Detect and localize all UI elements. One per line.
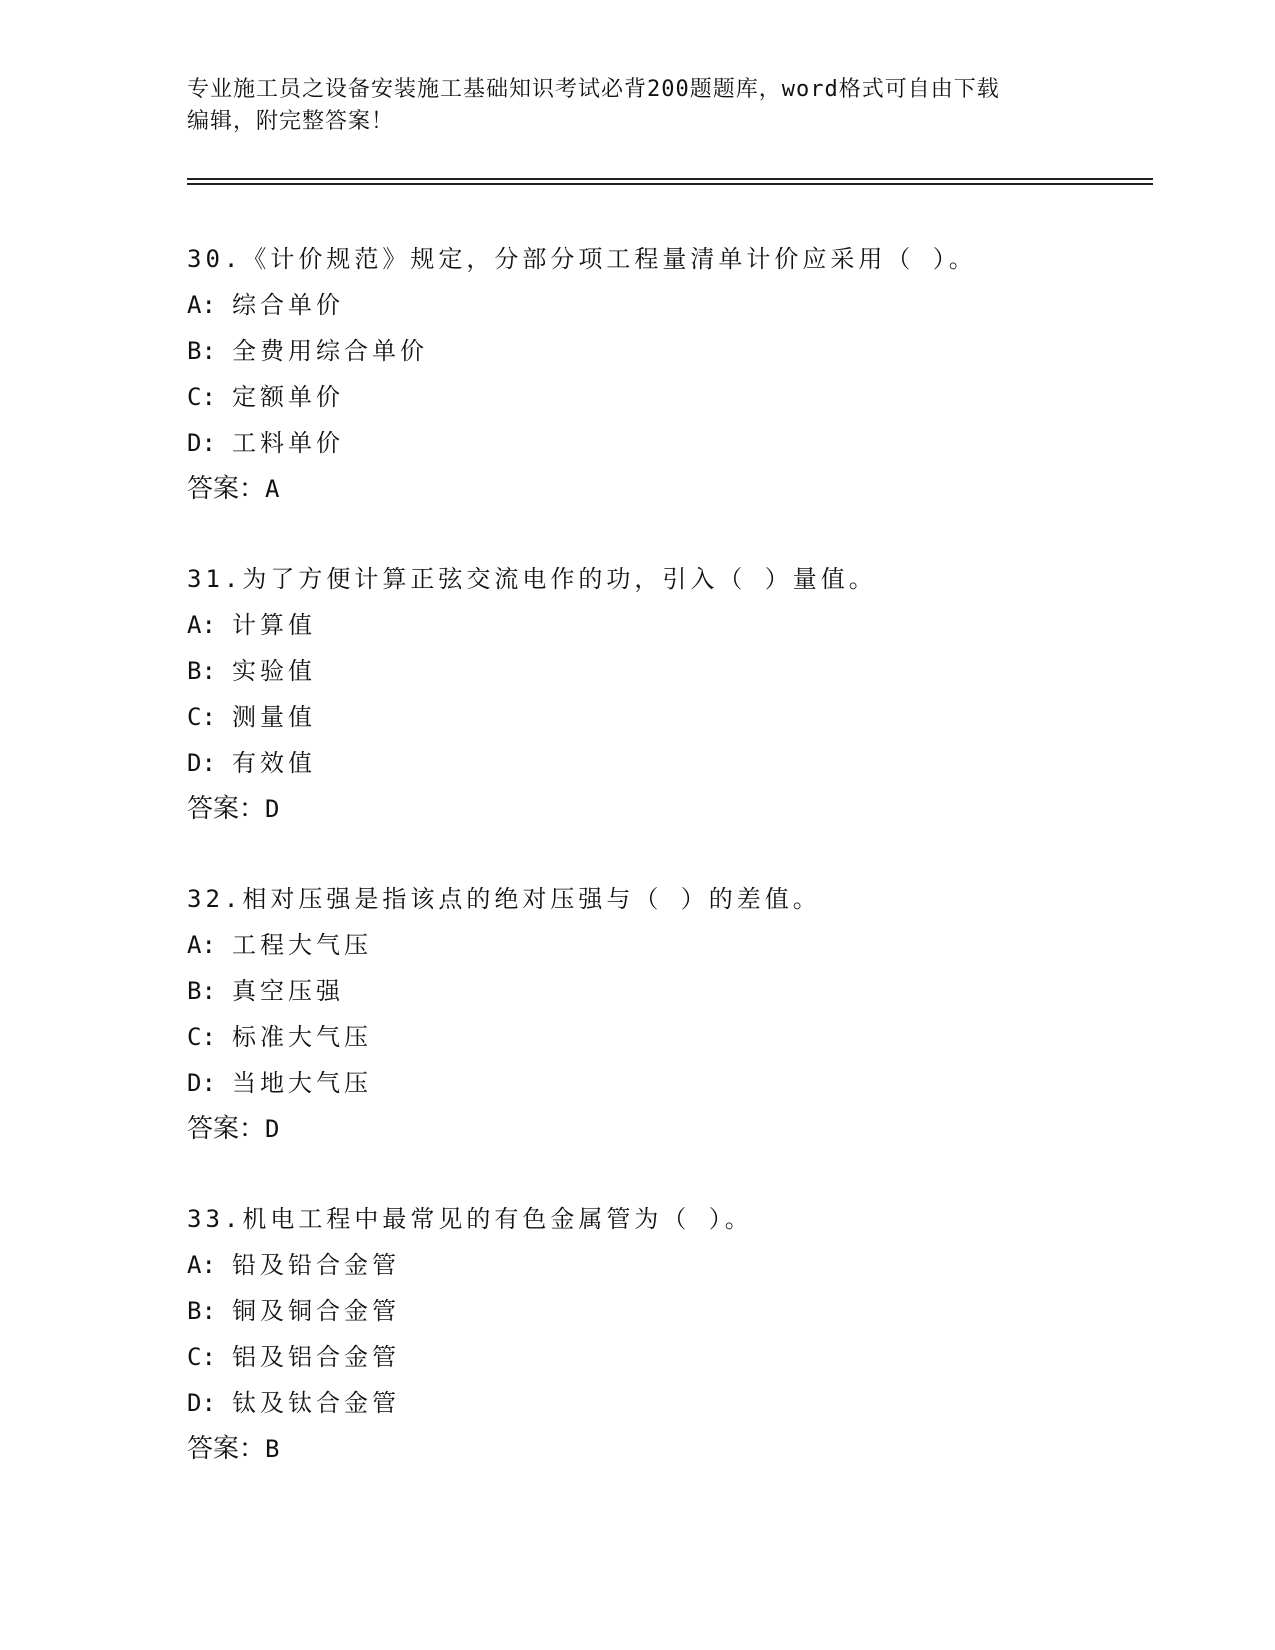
document-header xyxy=(187,74,1067,138)
option-text: 定额单价 xyxy=(232,383,344,411)
question-stem: 30.《计价规范》规定，分部分项工程量清单计价应采用（ ）。 xyxy=(187,245,977,273)
document-title-line-2: 编辑，附完整答案！ xyxy=(187,109,395,134)
answer-label: 答案： xyxy=(187,474,266,504)
option-text: 铜及铜合金管 xyxy=(232,1297,400,1325)
option-text: 工程大气压 xyxy=(232,931,372,959)
option-text: 全费用综合单价 xyxy=(232,337,428,365)
answer-value: B xyxy=(265,1435,280,1463)
option-b xyxy=(187,1288,1147,1334)
option-text: 标准大气压 xyxy=(232,1023,372,1051)
option-text: 铅及铅合金管 xyxy=(232,1251,400,1279)
option-b xyxy=(187,968,1147,1014)
option-d xyxy=(187,420,1147,466)
answer-value: D xyxy=(265,795,280,823)
option-key: D: xyxy=(187,1069,216,1097)
option-text: 测量值 xyxy=(232,703,316,731)
option-c xyxy=(187,1014,1147,1060)
answer-label: 答案： xyxy=(187,794,266,824)
option-a xyxy=(187,602,1147,648)
option-text: 铝及铝合金管 xyxy=(232,1343,400,1371)
option-text: 实验值 xyxy=(232,657,316,685)
option-d xyxy=(187,740,1147,786)
option-key: D: xyxy=(187,429,216,457)
header-divider-bottom xyxy=(187,183,1153,185)
option-key: C: xyxy=(187,383,216,411)
answer-value: D xyxy=(265,1115,280,1143)
question-32 xyxy=(187,876,1147,1196)
question-stem: 32.相对压强是指该点的绝对压强与（ ）的差值。 xyxy=(187,885,821,913)
option-text: 钛及钛合金管 xyxy=(232,1389,400,1417)
question-31 xyxy=(187,556,1147,876)
option-a xyxy=(187,1242,1147,1288)
header-divider-top xyxy=(187,178,1153,180)
option-text: 有效值 xyxy=(232,749,316,777)
document-title-line-1: 专业施工员之设备安装施工基础知识考试必背200题题库，word格式可自由下载 xyxy=(187,77,1000,102)
option-text: 计算值 xyxy=(232,611,316,639)
option-c xyxy=(187,374,1147,420)
question-30 xyxy=(187,236,1147,556)
option-a xyxy=(187,922,1147,968)
option-key: B: xyxy=(187,977,216,1005)
option-key: C: xyxy=(187,1343,216,1371)
option-c xyxy=(187,1334,1147,1380)
answer-line xyxy=(187,1426,1147,1472)
option-key: A: xyxy=(187,931,216,959)
option-key: C: xyxy=(187,1023,216,1051)
option-text: 真空压强 xyxy=(232,977,344,1005)
answer-line xyxy=(187,466,1147,512)
option-c xyxy=(187,694,1147,740)
option-key: B: xyxy=(187,1297,216,1325)
option-key: D: xyxy=(187,749,216,777)
question-stem: 31.为了方便计算正弦交流电作的功，引入（ ）量值。 xyxy=(187,565,877,593)
answer-label: 答案： xyxy=(187,1114,266,1144)
option-key: A: xyxy=(187,291,216,319)
option-b xyxy=(187,648,1147,694)
option-key: B: xyxy=(187,337,216,365)
option-text: 工料单价 xyxy=(232,429,344,457)
option-d xyxy=(187,1380,1147,1426)
option-key: A: xyxy=(187,611,216,639)
question-list xyxy=(187,236,1147,1516)
option-key: C: xyxy=(187,703,216,731)
option-text: 当地大气压 xyxy=(232,1069,372,1097)
answer-label: 答案： xyxy=(187,1434,266,1464)
option-key: B: xyxy=(187,657,216,685)
option-b xyxy=(187,328,1147,374)
answer-line xyxy=(187,786,1147,832)
answer-value: A xyxy=(265,475,280,503)
answer-line xyxy=(187,1106,1147,1152)
question-stem: 33.机电工程中最常见的有色金属管为（ ）。 xyxy=(187,1205,753,1233)
option-d xyxy=(187,1060,1147,1106)
option-a xyxy=(187,282,1147,328)
option-text: 综合单价 xyxy=(232,291,344,319)
option-key: A: xyxy=(187,1251,216,1279)
option-key: D: xyxy=(187,1389,216,1417)
question-33 xyxy=(187,1196,1147,1516)
